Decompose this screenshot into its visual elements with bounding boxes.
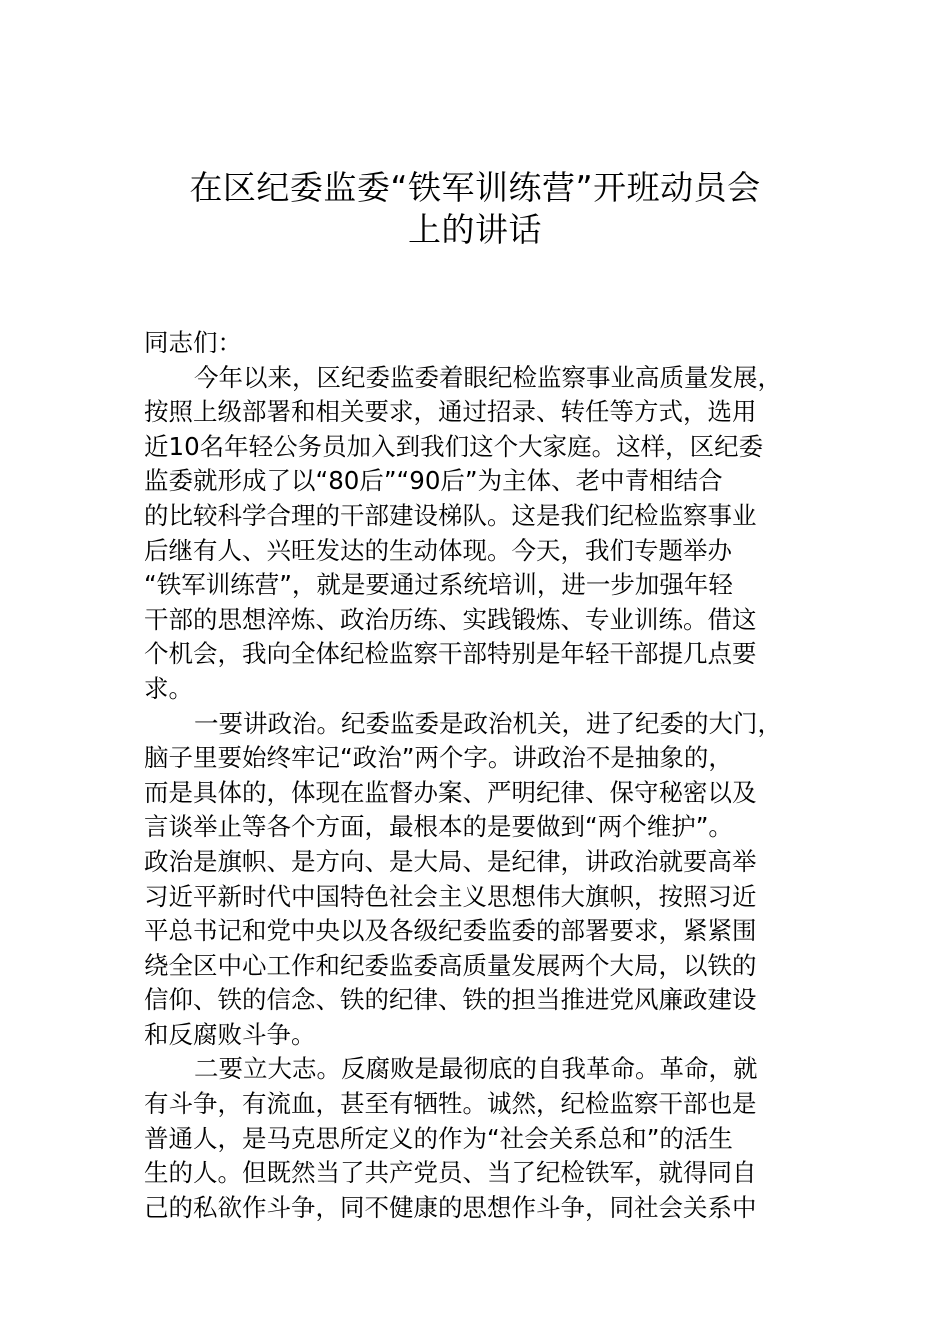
document-title-line-1: 在区纪委监委“铁军训练营”开班动员会 [189, 168, 761, 207]
paragraph-line: 生的人。但既然当了共产党员、当了纪检铁军，就得同自 [144, 1158, 757, 1188]
paragraph-line: 个机会，我向全体纪检监察干部特别是年轻干部提几点要 [144, 639, 757, 669]
paragraph-line: 脑子里要始终牢记“政治”两个字。讲政治不是抽象的， [144, 743, 733, 773]
paragraph-line: 习近平新时代中国特色社会主义思想伟大旗帜，按照习近 [144, 881, 757, 911]
paragraph-line: 干部的思想淬炼、政治历练、实践锻炼、专业训练。借这 [144, 604, 757, 634]
paragraph-line: 而是具体的，体现在监督办案、严明纪律、保守秘密以及 [144, 777, 757, 807]
paragraph-line: 平总书记和党中央以及各级纪委监委的部署要求，紧紧围 [144, 916, 757, 946]
paragraph-line: 信仰、铁的信念、铁的纪律、铁的担当推进党风廉政建设 [144, 985, 757, 1015]
paragraph-line: “铁军训练营”，就是要通过系统培训，进一步加强年轻 [144, 570, 733, 600]
paragraph-first-line: 二要立大志。反腐败是最彻底的自我革命。革命，就 [194, 1054, 758, 1084]
paragraph-first-line: 今年以来，区纪委监委着眼纪检监察事业高质量发展， [194, 362, 782, 392]
paragraph-line: 按照上级部署和相关要求，通过招录、转任等方式，选用 [144, 397, 757, 427]
paragraph-line: 和反腐败斗争。 [144, 1019, 316, 1049]
paragraph-line: 监委就形成了以“80后”“90后”为主体、老中青相结合 [144, 466, 723, 496]
document-body [144, 326, 844, 1225]
paragraph-line: 后继有人、兴旺发达的生动体现。今天，我们专题举办 [144, 535, 732, 565]
paragraph-line: 的比较科学合理的干部建设梯队。这是我们纪检监察事业 [144, 500, 757, 530]
paragraph-first-line: 一要讲政治。纪委监委是政治机关，进了纪委的大门， [194, 708, 782, 738]
paragraph-line: 绕全区中心工作和纪委监委高质量发展两个大局，以铁的 [144, 950, 757, 980]
paragraph-line: 言谈举止等各个方面，最根本的是要做到“两个维护”。 [144, 812, 733, 842]
paragraph-line: 求。 [144, 673, 193, 703]
paragraph-line: 普通人，是马克思所定义的作为“社会关系总和”的活生 [144, 1123, 733, 1153]
document-title-line-2: 上的讲话 [408, 210, 542, 249]
paragraph-line: 近10名年轻公务员加入到我们这个大家庭。这样，区纪委 [144, 431, 764, 461]
salutation: 同志们： [144, 328, 242, 357]
paragraph-line: 己的私欲作斗争，同不健康的思想作斗争，同社会关系中 [144, 1192, 757, 1222]
paragraph-line: 政治是旗帜、是方向、是大局、是纪律，讲政治就要高举 [144, 846, 757, 876]
paragraph-line: 有斗争，有流血，甚至有牺牲。诚然，纪检监察干部也是 [144, 1089, 757, 1119]
